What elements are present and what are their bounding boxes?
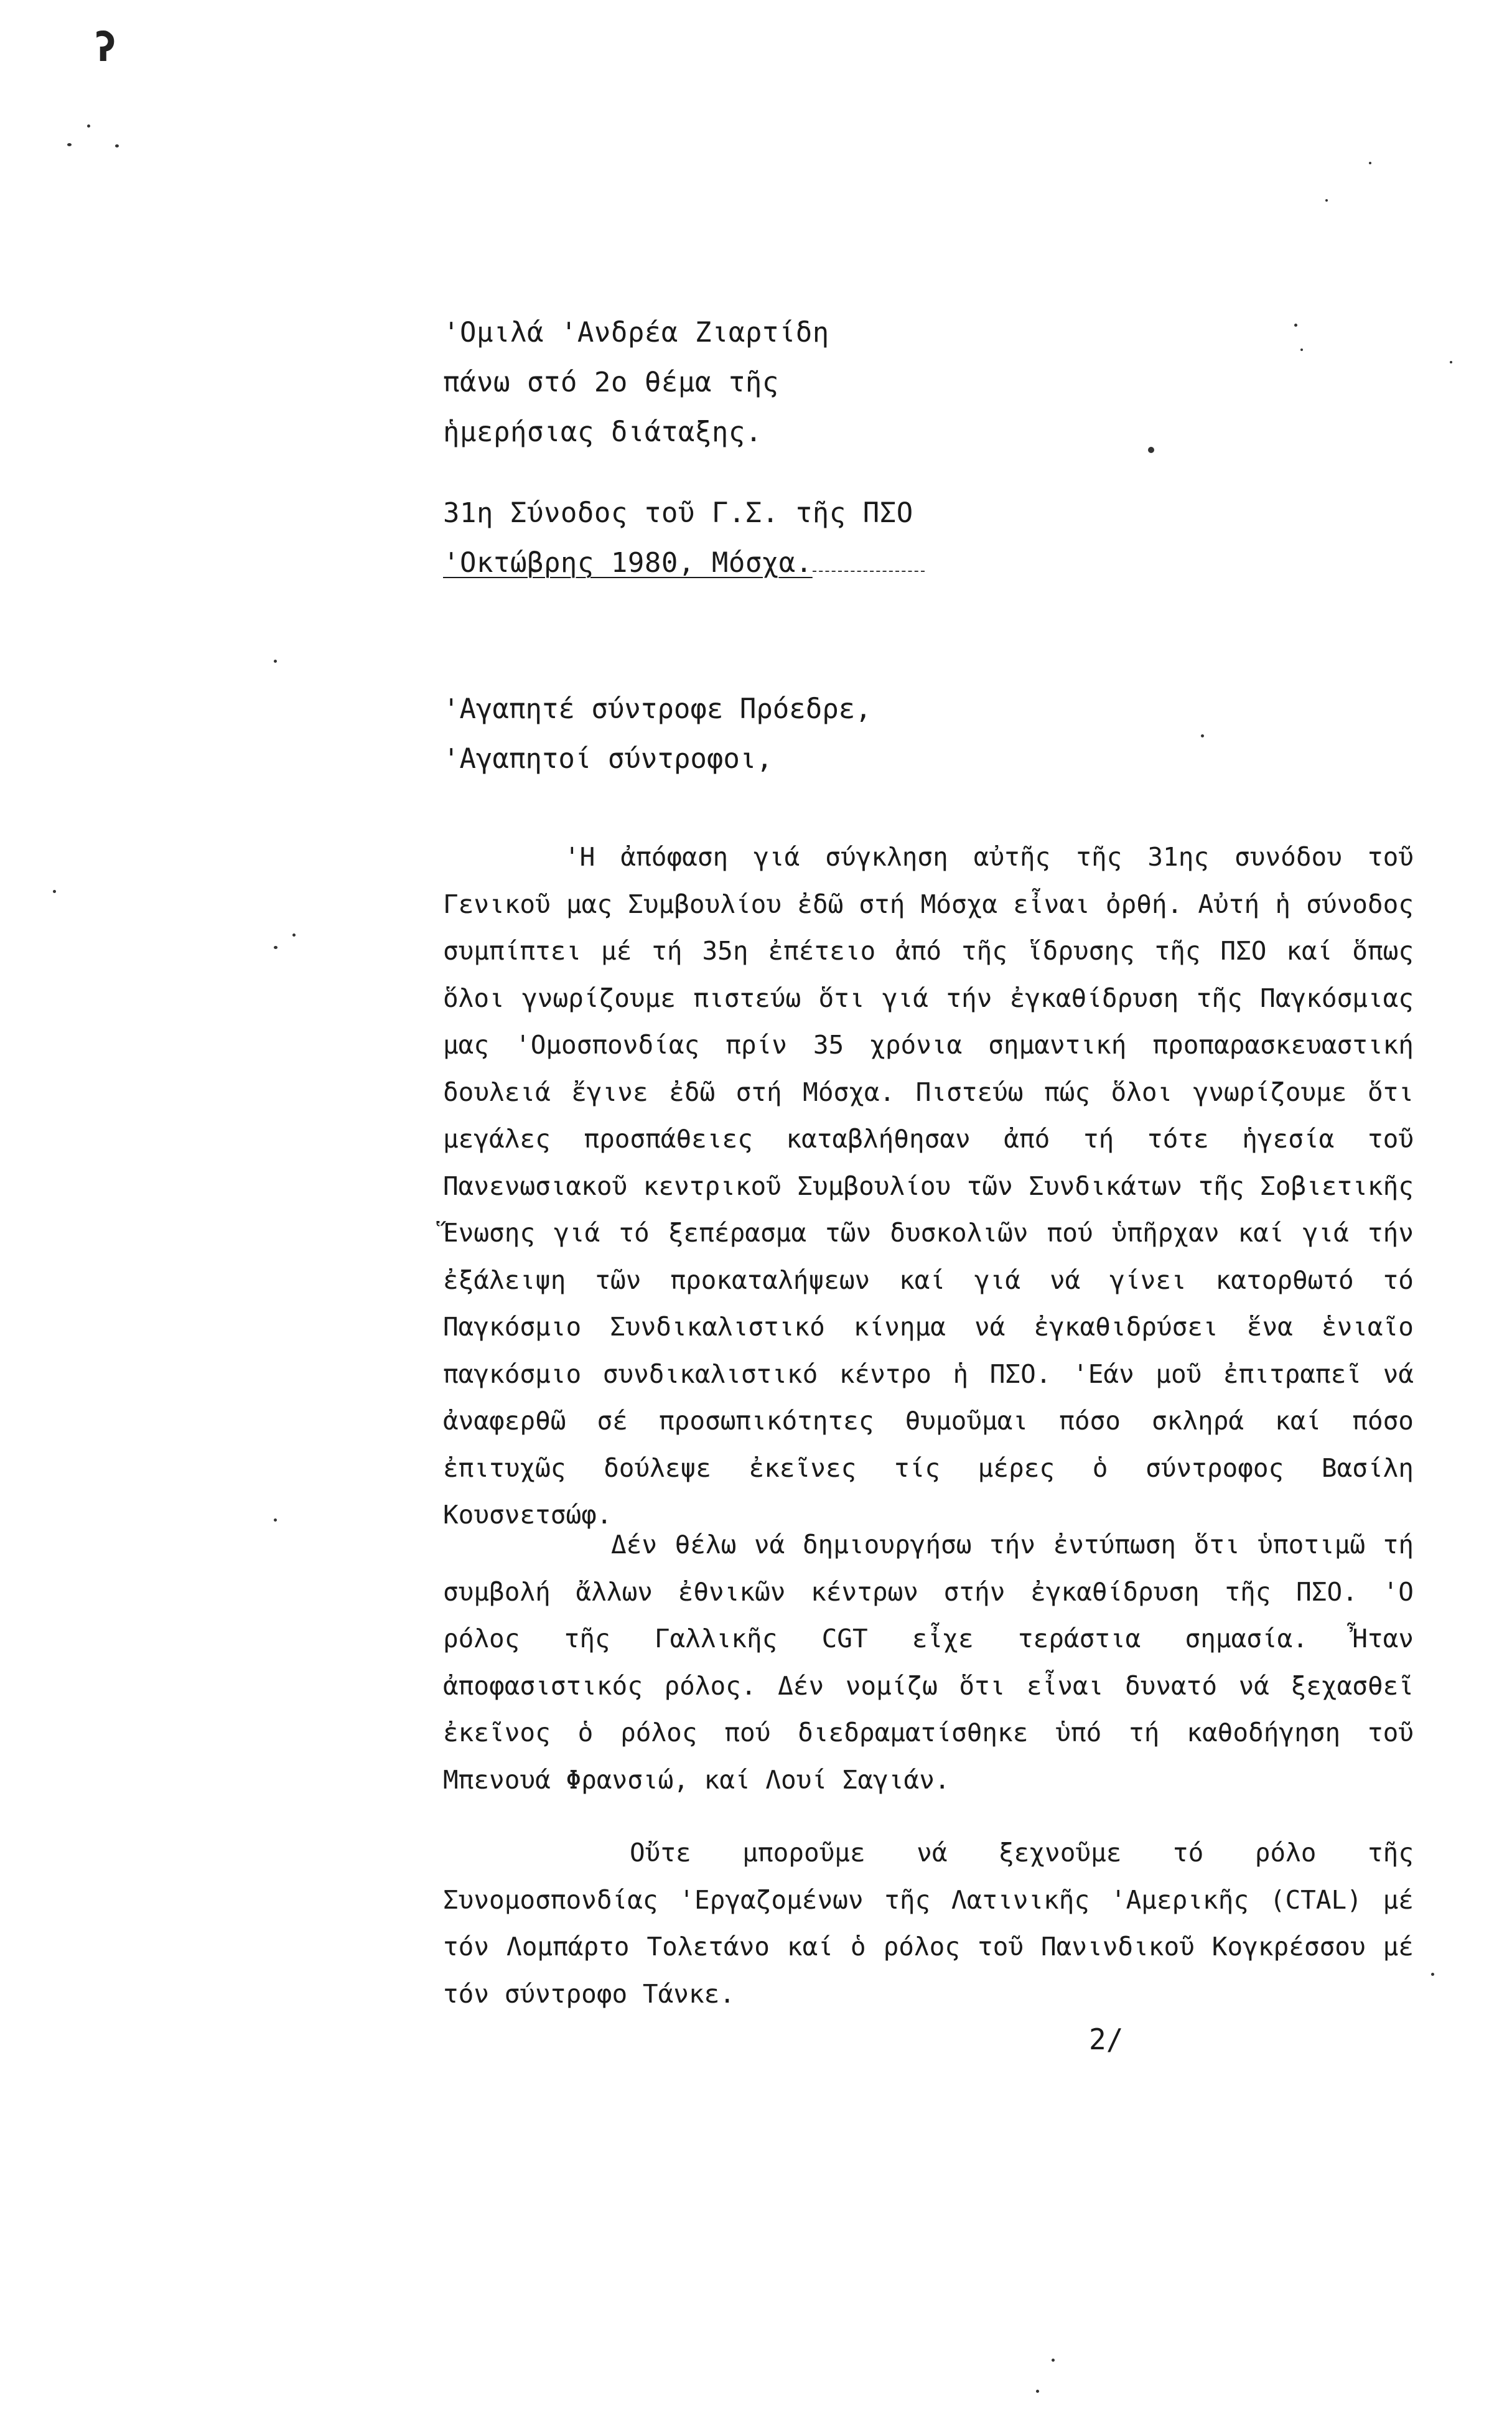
salutation-line: 'Αγαπητοί σύντροφοι, <box>443 743 773 775</box>
scan-speck-icon <box>53 890 56 893</box>
scan-speck-icon <box>1148 447 1154 453</box>
scan-speck-icon <box>1201 734 1204 737</box>
scan-speck-icon <box>1294 324 1297 327</box>
paragraph-2: Δέν θέλω νά δημιουργήσω τήν ἐντύπωση ὅτι ὑποτιμῶ τή συμβολή ἄλλων ἐθνικῶν κέντρων στήν ἐγκαθίδρυση τῆς ΠΣΟ. 'Ο ρόλος τῆς Γαλλικῆς CGT εἶχε τεράστια σημασία. Ἦταν ἀποφασιστικός ρόλος. Δέν νομίζω ὅτι εἶναι δυνατό νά ξεχασθεῖ ἐκεῖνος ὁ ρόλος πού διεδραματίσθηκε ὑπό τή καθοδήγηση τοῦ Μπενουά Φρανσιώ, καί Λουί Σαγιάν. <box>443 1530 1414 1795</box>
scan-speck-icon <box>87 124 90 128</box>
scan-speck-icon <box>274 1518 277 1522</box>
scan-speck-icon <box>1450 361 1452 363</box>
document-header <box>443 308 925 588</box>
scan-speck-icon <box>1052 2359 1055 2362</box>
header-line: 'Ομιλά 'Ανδρέα Ζιαρτίδη <box>443 317 829 348</box>
scan-speck-icon <box>67 143 72 146</box>
paragraph-1: 'Η ἀπόφαση γιά σύγκληση αὐτῆς τῆς 31ης συνόδου τοῦ Γενικοῦ μας Συμβουλίου ἐδῶ στή Μόσχα εἶναι ὀρθή. Αὐτή ἡ σύνοδος συμπίπτει μέ τή 35η ἐπέτειο ἀπό τῆς ἵδρυσης τῆς ΠΣΟ καί ὅπως ὅλοι γνωρίζουμε πιστεύω ὅτι γιά τήν ἐγκαθίδρυση τῆς Παγκόσμιας μας 'Ομοσπονδίας πρίν 35 χρόνια σημαντική προπαρασκευαστική δουλειά ἔγινε ἐδῶ στή Μόσχα. Πιστεύω πώς ὅλοι γνωρίζουμε ὅτι μεγάλες προσπάθειες καταβλήθησαν ἀπό τή τότε ἡγεσία τοῦ Πανενωσιακοῦ κεντρικοῦ Συμβουλίου τῶν Συνδικάτων τῆς Σοβιετικῆς Ἕνωσης γιά τό ξεπέρασμα τῶν δυσκολιῶν πού ὑπῆρχαν καί γιά τήν ἐξάλειψη τῶν προκαταλήψεων καί γιά νά γίνει κατορθωτό τό Παγκόσμιο Συνδικαλιστικό κίνημα νά ἐγκαθιδρύσει ἕνα ἑνιαῖο παγκόσμιο συνδικαλιστικό κέντρο ἡ ΠΣΟ. 'Εάν μοῦ ἐπιτραπεῖ νά ἀναφερθῶ σέ προσωπικότητες θυμοῦμαι πόσο σκληρά καί πόσο ἐπιτυχῶς δούλεψε ἐκεῖνες τίς μέρες ὁ σύντροφος Βασίλη Κουσνετσώφ. <box>443 842 1414 1530</box>
scan-speck-icon <box>274 946 278 949</box>
paragraph-3: Οὔτε μποροῦμε νά ξεχνοῦμε τό ρόλο τῆς Συνομοσπονδίας 'Εργαζομένων τῆς Λατινικῆς 'Αμερικῆς (CTAL) μέ τόν Λομπάρτο Τολετάνο καί ὁ ρόλος τοῦ Πανινδικοῦ Κογκρέσσου μέ τόν σύντροφο Τάνκε. <box>443 1838 1414 2009</box>
header-line: πάνω στό 2ο θέμα τῆς <box>443 367 779 398</box>
page-number: 2/ <box>1089 2023 1124 2056</box>
corner-mark-icon: ʔ <box>93 25 118 71</box>
scan-speck-icon <box>115 144 119 147</box>
scan-speck-icon <box>292 933 296 937</box>
scan-speck-icon <box>1325 199 1328 202</box>
scan-speck-icon <box>1431 1973 1434 1976</box>
salutation-line: 'Αγαπητέ σύντροφε Πρόεδρε, <box>443 693 872 725</box>
header-line: ἡμερήσιας διάταξης. <box>443 416 762 448</box>
scan-speck-icon <box>1369 162 1371 164</box>
header-date: 'Οκτώβρης 1980, Μόσχα. <box>443 547 813 579</box>
header-line: 31η Σύνοδος τοῦ Γ.Σ. τῆς ΠΣΟ <box>443 497 913 529</box>
scan-speck-icon <box>1300 348 1303 351</box>
scan-speck-icon <box>274 660 277 663</box>
header-date-line <box>443 538 925 588</box>
underline-trail <box>813 564 925 572</box>
salutation <box>443 685 872 784</box>
scan-speck-icon <box>1036 2390 1039 2393</box>
